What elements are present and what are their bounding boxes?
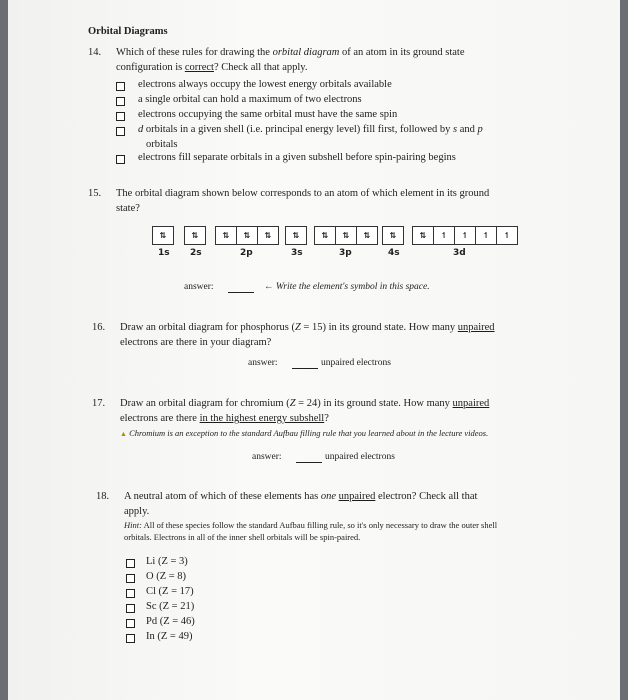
q14-option-3: electrons occupying the same orbital must have the same spin xyxy=(138,109,398,120)
subshell-label-3p: 3p xyxy=(339,248,352,258)
q14-number: 14. xyxy=(88,47,102,58)
q17-text: Draw an orbital diagram for chromium ( xyxy=(120,398,290,409)
q14-checkbox-4[interactable] xyxy=(116,127,125,136)
orbital-box-3s xyxy=(285,226,307,245)
orbital-box-4s xyxy=(382,226,404,245)
q16-answer-suffix: unpaired electrons xyxy=(321,358,391,368)
q18-checkbox-4[interactable] xyxy=(126,604,135,613)
q14-prompt-line2 xyxy=(116,62,307,73)
electron-pair: ⇅ xyxy=(159,231,167,240)
q14-option-5: electrons fill separate orbitals in a given subshell before spin-pairing begins xyxy=(138,152,456,163)
electron-pair: ⇅ xyxy=(191,231,199,240)
electron-pair: ⇅ xyxy=(315,227,336,244)
electron-pair: ⇅ xyxy=(264,231,272,240)
electron-pair: ⇅ xyxy=(363,231,371,240)
q18-text: A neutral atom of which of these elements has xyxy=(124,491,321,502)
orbital-box-3d xyxy=(412,226,518,245)
q18-option-2: O (Z = 8) xyxy=(146,571,187,582)
q14-emphasis: orbital diagram xyxy=(272,47,340,58)
q18-prompt-line1 xyxy=(124,491,477,502)
q18-underline: unpaired xyxy=(338,491,376,502)
electron-single: ↿ xyxy=(434,227,455,244)
orbital-box-1s xyxy=(152,226,174,245)
subshell-label-3d: 3d xyxy=(453,248,466,258)
electron-pair: ⇅ xyxy=(292,231,300,240)
section-title: Orbital Diagrams xyxy=(88,26,168,37)
q18-checkbox-3[interactable] xyxy=(126,589,135,598)
q15-prompt-line2: state? xyxy=(116,203,140,214)
q14-checkbox-5[interactable] xyxy=(116,155,125,164)
q17-number: 17. xyxy=(92,398,106,409)
subshell-label-2p: 2p xyxy=(240,248,253,258)
q15-answer-blank[interactable] xyxy=(228,292,254,293)
subshell-label-2s: 2s xyxy=(190,248,202,258)
q17-prompt-line1 xyxy=(120,398,489,409)
q14-text: of an atom in its ground state xyxy=(339,47,465,58)
q14-checkbox-3[interactable] xyxy=(116,112,125,121)
q17-answer-suffix: unpaired electrons xyxy=(325,452,395,462)
q17-text: electrons are there xyxy=(120,413,200,424)
electron-pair: ⇅ xyxy=(237,227,258,244)
orbital-box-3p xyxy=(314,226,378,245)
q15-number: 15. xyxy=(88,188,102,199)
q14-text: Which of these rules for drawing the xyxy=(116,47,273,58)
q14-opt4-s: s xyxy=(453,124,458,135)
subshell-label-1s: 1s xyxy=(158,248,170,258)
q18-option-4: Sc (Z = 21) xyxy=(146,601,195,612)
q18-hint-text: All of these species follow the standard Aufbau filling rule, so it's only necessary to draw the outer shell xyxy=(141,520,498,530)
q14-text: configuration is xyxy=(116,62,185,73)
q18-number: 18. xyxy=(96,491,110,502)
q18-option-3: Cl (Z = 17) xyxy=(146,586,194,597)
q18-checkbox-6[interactable] xyxy=(126,634,135,643)
q18-checkbox-1[interactable] xyxy=(126,559,135,568)
q17-note xyxy=(120,428,488,438)
orbital-box-2p xyxy=(215,226,279,245)
q14-checkbox-1[interactable] xyxy=(116,82,125,91)
q17-text: = 24) in its ground state. How many xyxy=(295,398,453,409)
q14-opt4-p: p xyxy=(477,124,483,135)
q14-option-4-line2: orbitals xyxy=(146,139,178,150)
q17-prompt-line2 xyxy=(120,413,329,424)
q14-text: and xyxy=(457,124,478,135)
q14-prompt-line1 xyxy=(116,47,465,58)
q18-emphasis: one xyxy=(320,491,336,502)
q14-text: orbitals in a given shell (i.e. principal energy level) fill first, followed by xyxy=(143,124,454,135)
subshell-label-3s: 3s xyxy=(291,248,303,258)
q14-underline: correct xyxy=(184,62,214,73)
subshell-label-4s: 4s xyxy=(388,248,400,258)
q16-z: Z xyxy=(294,322,301,333)
q15-answer-hint: ← Write the element's symbol in this space. xyxy=(264,282,430,292)
q17-z: Z xyxy=(289,398,296,409)
q18-text: electron? Check all that xyxy=(375,491,478,502)
q17-underline: in the highest energy subshell xyxy=(199,413,325,424)
electron-pair: ⇅ xyxy=(216,227,237,244)
q17-answer-label: answer: xyxy=(252,452,282,462)
q18-checkbox-2[interactable] xyxy=(126,574,135,583)
q18-option-1: Li (Z = 3) xyxy=(146,556,188,567)
electron-pair: ⇅ xyxy=(336,227,357,244)
q14-option-2: a single orbital can hold a maximum of two electrons xyxy=(138,94,362,105)
q18-prompt-line2: apply. xyxy=(124,506,150,517)
q16-prompt-line1 xyxy=(120,322,495,333)
q17-text: ? xyxy=(324,413,329,424)
worksheet-page xyxy=(8,0,620,700)
orbital-box-2s xyxy=(184,226,206,245)
warning-icon: ▲ xyxy=(120,430,127,438)
q14-option-4 xyxy=(138,124,483,135)
q15-prompt-line1: The orbital diagram shown below corresponds to an atom of which element in its ground xyxy=(116,188,490,199)
q15-answer-label: answer: xyxy=(184,282,214,292)
q17-note-text: Chromium is an exception to the standard Aufbau filling rule that you learned about in the lecture videos. xyxy=(129,428,489,438)
electron-pair: ⇅ xyxy=(413,227,434,244)
q14-opt4-d: d xyxy=(138,124,144,135)
q18-hint-label: Hint: xyxy=(124,520,142,530)
q16-number: 16. xyxy=(92,322,106,333)
q16-answer-label: answer: xyxy=(248,358,278,368)
q14-checkbox-2[interactable] xyxy=(116,97,125,106)
q16-prompt-line2: electrons are there in your diagram? xyxy=(120,337,272,348)
q14-option-1: electrons always occupy the lowest energy orbitals available xyxy=(138,79,392,90)
q14-text: ? Check all that apply. xyxy=(213,62,308,73)
q18-hint-line1 xyxy=(124,520,497,530)
electron-pair: ⇅ xyxy=(389,231,397,240)
electron-single: ↿ xyxy=(476,227,497,244)
q16-underline: unpaired xyxy=(457,322,495,333)
electron-single: ↿ xyxy=(503,231,511,240)
q18-option-6: In (Z = 49) xyxy=(146,631,193,642)
q16-answer-blank[interactable] xyxy=(292,368,318,369)
electron-single: ↿ xyxy=(455,227,476,244)
q17-answer-blank[interactable] xyxy=(296,462,322,463)
q18-hint-line2: orbitals. Electrons in all of the inner shell orbitals will be spin-paired. xyxy=(124,532,361,542)
q16-text: = 15) in its ground state. How many xyxy=(300,322,458,333)
q18-checkbox-5[interactable] xyxy=(126,619,135,628)
q17-underline: unpaired xyxy=(452,398,490,409)
q16-text: Draw an orbital diagram for phosphorus ( xyxy=(120,322,295,333)
q18-option-5: Pd (Z = 46) xyxy=(146,616,195,627)
